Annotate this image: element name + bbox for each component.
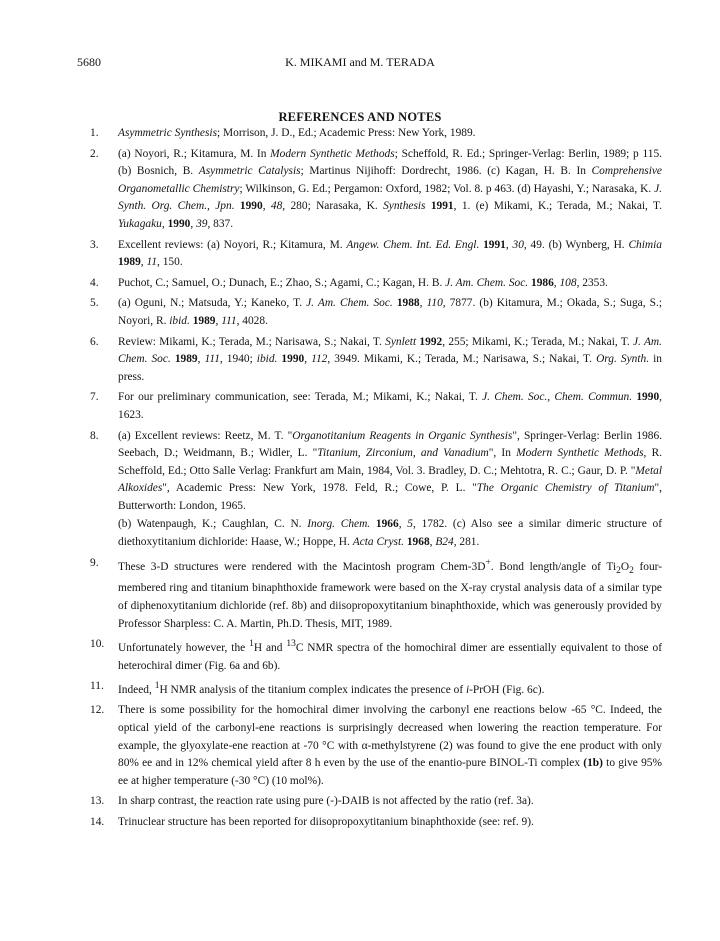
reference-body (118, 678, 662, 699)
reference-text-segment: , 280; Narasaka, K. (282, 200, 384, 213)
reference-item (90, 295, 662, 330)
reference-text-segment: 1990 (636, 391, 660, 404)
reference-item (90, 275, 662, 293)
reference-text-segment: 111 (221, 314, 237, 327)
reference-text-segment: ibid. (169, 314, 190, 327)
reference-number: 10. (90, 638, 105, 651)
reference-text-segment: , (304, 353, 312, 366)
reference-number: 13. (90, 795, 105, 808)
reference-text-segment: 110 (426, 297, 443, 310)
reference-text-segment: Angew. Chem. Int. Ed. Engl. (346, 238, 480, 251)
reference-text-segment: Modern Synthetic Methods (516, 447, 644, 460)
reference-text-segment: 112 (311, 353, 328, 366)
reference-item (90, 237, 662, 272)
reference-text-segment: C NMR spectra of the homochiral dimer are essentially equivalent to those of heterochiral dimer (Fig. 6a and 6b). (118, 641, 662, 672)
reference-item (90, 793, 662, 811)
reference-text-segment: 13 (286, 639, 296, 650)
reference-text-segment: ", Butterworth: London, 1965. (118, 482, 662, 512)
reference-number: 12. (90, 704, 105, 717)
reference-text-segment: H NMR analysis of the titanium complex indicates the presence of (159, 683, 466, 696)
reference-text-segment: , (262, 200, 271, 213)
reference-text-segment: 39 (196, 217, 208, 230)
reference-text-segment: , 1. (e) Mikami, K.; Terada, M.; Nakai, T. (453, 200, 662, 213)
reference-text-segment: + (485, 557, 491, 568)
reference-text-segment: Synlett (385, 335, 417, 348)
reference-text-segment: These 3-D structures were rendered with the Macintosh program Chem-3D (118, 560, 486, 573)
reference-text-segment: 1989 (174, 353, 198, 366)
reference-text-segment: ; Morrison, J. D., Ed.; Academic Press: New York, 1989. (217, 127, 476, 139)
reference-text-segment: ; Wilkinson, G. Ed.; Pergamon: Oxford, 1982; Vol. 8. p 463. (d) Hayashi, Y.; Narasaka, K. (239, 182, 655, 195)
reference-text-segment: 1 (249, 639, 254, 650)
reference-text-segment: 1990 (281, 353, 305, 366)
reference-item (90, 334, 662, 387)
reference-number: 5. (90, 297, 99, 310)
reference-text-segment: Metal Alkoxides (118, 464, 662, 495)
reference-text-segment: Asymmetric Catalysis (198, 165, 301, 178)
reference-body (118, 125, 662, 143)
reference-text-segment: -PrOH (Fig. 6c). (469, 683, 545, 696)
reference-text-segment: Indeed, (118, 683, 155, 696)
reference-text-segment: 1990 (167, 217, 191, 230)
reference-text-segment: 48 (270, 200, 283, 213)
reference-text-segment: 111 (204, 353, 220, 366)
reference-text-segment: , 281. (453, 536, 480, 549)
reference-text-segment: , 1623. (118, 391, 662, 421)
reference-text-segment: , 837. (207, 217, 234, 230)
reference-text-segment: 1986 (531, 276, 554, 289)
reference-text-segment: , 1940; (219, 353, 257, 366)
reference-text-segment: Excellent reviews: (a) Noyori, R.; Kitamura, M. (118, 238, 347, 251)
reference-text-segment: (b) Watenpaugh, K.; Caughlan, C. N. (118, 518, 308, 531)
reference-text-segment: , (161, 217, 168, 230)
reference-number: 8. (90, 429, 99, 442)
reference-text-segment: , (553, 276, 560, 289)
reference-text-segment: Chimia (628, 238, 662, 251)
reference-text-segment: , (190, 217, 197, 230)
reference-number: 3. (90, 238, 99, 251)
reference-text-segment: O (620, 560, 630, 573)
reference-text-segment: to give 95% ee at higher temperature (-30 °C) (10 mol%). (118, 757, 662, 787)
section-title: REFERENCES AND NOTES (278, 110, 442, 124)
reference-text-segment: ibid. (256, 353, 278, 366)
reference-text-segment: Trinuclear structure has been reported for diisopropoxytitanium binaphthoxide (see: ref. 9). (118, 816, 534, 829)
reference-text-segment: Synthesis (383, 200, 426, 213)
reference-body (118, 814, 662, 832)
reference-text-segment: 2 (616, 565, 621, 576)
reference-text-segment: H and (253, 641, 287, 654)
reference-text-segment: , (429, 536, 436, 549)
reference-text-segment: Titanium, Zirconium, and Vanadium (317, 447, 489, 460)
reference-text-segment: Modern Synthetic Methods (270, 147, 395, 160)
reference-text-segment: B24 (435, 536, 454, 549)
reference-text-segment: , 2353. (576, 276, 608, 289)
reference-body (118, 702, 662, 790)
reference-text-segment: , 1782. (c) Also see a similar dimeric structure of diethoxytitanium dichloride: Haase, W.; Hoppe, H. (118, 518, 662, 549)
reference-text-segment: 1991 (430, 200, 454, 213)
reference-text-segment: In sharp contrast, the reaction rate using pure (-)-DAIB is not affected by the ratio (ref. 3a). (118, 795, 534, 808)
reference-text-segment: 108 (559, 276, 577, 289)
reference-text-segment: Yukagaku (118, 217, 162, 230)
reference-text-segment: 11 (146, 256, 158, 269)
reference-body (118, 295, 662, 330)
reference-text-segment: , (140, 256, 147, 269)
reference-text-segment: J. Am. Chem. Soc. (306, 297, 393, 310)
reference-item (90, 678, 662, 699)
reference-body (118, 389, 662, 424)
reference-number: 7. (90, 391, 99, 404)
reference-text-segment: ", Academic Press: New York, 1978. Feld, R.; Cowe, P. L. " (162, 482, 477, 495)
reference-body (118, 275, 662, 293)
reference-text-segment: (a) Oguni, N.; Matsuda, Y.; Kaneko, T. (118, 297, 307, 310)
reference-text-segment: , (419, 297, 427, 310)
reference-text-segment: The Organic Chemistry of Titanium (476, 482, 655, 495)
reference-text-segment: in press. (118, 353, 662, 383)
reference-text-segment: 1988 (396, 297, 420, 310)
reference-text-segment: Asymmetric Synthesis (118, 127, 218, 139)
reference-item (90, 555, 662, 633)
reference-text-segment: 2 (629, 565, 634, 576)
reference-text-segment: J. Am. Chem. Soc. (445, 276, 529, 289)
reference-body (118, 146, 662, 234)
reference-text-segment: Organotitanium Reagents in Organic Synthesis (292, 429, 513, 442)
reference-text-segment: J. Synth. Org. Chem., Jpn. (118, 182, 663, 213)
reference-text-segment: . Bond length/angle of Ti (490, 560, 617, 573)
reference-body (118, 428, 662, 516)
reference-number: 6. (90, 335, 99, 348)
reference-text-segment: Inorg. Chem. (307, 518, 371, 531)
reference-item (90, 125, 662, 143)
reference-body (118, 793, 662, 811)
reference-item (90, 814, 662, 832)
reference-text-segment: Review: Mikami, K.; Terada, M.; Narisawa, S.; Nakai, T. (118, 335, 386, 348)
reference-item (90, 428, 662, 552)
reference-text-segment: , (398, 518, 408, 531)
reference-text-segment: For our preliminary communication, see: Terada, M.; Mikami, K.; Nakai, T. (118, 391, 483, 404)
reference-number: 4. (90, 276, 99, 289)
reference-text-segment: (a) Noyori, R.; Kitamura, M. In (118, 147, 271, 160)
reference-text-segment: 1989 (118, 256, 141, 269)
reference-item (90, 636, 662, 675)
reference-body (118, 636, 662, 675)
reference-text-segment: i (465, 683, 470, 696)
reference-text-segment: Comprehensive Organometallic Chemistry (118, 165, 662, 195)
reference-text-segment: 1966 (375, 518, 399, 531)
reference-text-segment: (a) Excellent reviews: Reetz, M. T. " (118, 429, 293, 442)
running-head: K. MIKAMI and M. TERADA (285, 55, 435, 69)
reference-text-segment: 1991 (483, 238, 506, 251)
reference-text-segment: , 150. (157, 256, 183, 269)
reference-number: 2. (90, 147, 99, 160)
reference-text-segment: 1968 (406, 536, 430, 549)
reference-body (118, 237, 662, 272)
reference-text-segment: There is some possibility for the homochiral dimer involving the carbonyl ene reactions below -65 °C. Indeed, the optical yield of the carbonyl-ene reactions is surprisingly decreased when lowering the reaction temperature. For example, the glyoxylate-ene reaction at -70 °C with α-methylstyrene (2) was found to give the ene product with only 80% ee and in 12% chemical yield after 8 h even by the use of the enantio-pure BINOL-Ti complex (118, 704, 662, 770)
reference-text-segment: Acta Cryst. (352, 536, 404, 549)
reference-text-segment: , 7877. (b) Kitamura, M.; Okada, S.; Suga, S.; Noyori, R. (118, 297, 662, 327)
reference-text-segment: ; Martinus Nijihoff: Dordrecht, 1986. (c) Kagan, H. B. In (300, 165, 592, 178)
reference-text-segment: , 3949. Mikami, K.; Terada, M.; Narisawa, S.; Nakai, T. (327, 353, 597, 366)
reference-text-segment: , 255; Mikami, K.; Terada, M.; Nakai, T. (442, 335, 633, 348)
reference-body (118, 334, 662, 387)
reference-number: 14. (90, 816, 105, 829)
reference-text-segment: 1990 (239, 200, 263, 213)
reference-text-segment: , (215, 314, 222, 327)
reference-text-segment: 30 (512, 238, 524, 251)
reference-continuation (118, 516, 662, 551)
reference-text-segment: , 4028. (236, 314, 268, 327)
reference-text-segment: , (505, 238, 513, 251)
reference-item (90, 389, 662, 424)
reference-text-segment: Org. Synth. (596, 353, 650, 366)
reference-number: 11. (90, 680, 104, 693)
reference-text-segment: 1989 (192, 314, 216, 327)
reference-text-segment: 1992 (419, 335, 443, 348)
reference-item (90, 146, 662, 234)
reference-text-segment: , (197, 353, 205, 366)
reference-text-segment: 5 (407, 518, 413, 531)
reference-number: 9. (90, 556, 99, 569)
reference-text-segment: ", In (488, 447, 517, 460)
reference-text-segment: four-membered ring and titanium binaphthoxide framework were based on the X-ray crystal analysis data of a similar type of diphenoxytitanium dichloride (ref. 8b) and diisopropoxytitanium binaphthoxide, which was generously provided by Professor Sharpless: C. A. Martin, Ph.D. Thesis, MIT, 1989. (118, 560, 662, 630)
reference-text-segment: J. Am. Chem. Soc. (118, 335, 662, 366)
references-list (90, 125, 662, 835)
reference-number: 1. (90, 127, 99, 139)
reference-text-segment: ; Scheffold, R. Ed.; Springer-Verlag: Berlin, 1989; p 115. (b) Bosnich, B. (118, 147, 662, 178)
reference-text-segment: ", Springer-Verlag: Berlin 1986. Seebach, D.; Weidmann, B.; Widler, L. " (118, 429, 663, 460)
reference-text-segment: (1b) (583, 757, 603, 770)
reference-text-segment: , R. Scheffold, Ed.; Otto Salle Verlag: Frankfurt am Main, 1984, Vol. 3. Bradley, D. C.; Mehtotra, R. C.; Gaur, D. P. " (118, 447, 663, 477)
reference-text-segment: Unfortunately however, the (118, 641, 250, 654)
reference-text-segment: J. Chem. Soc., Chem. Commun. (482, 391, 633, 404)
reference-item (90, 702, 662, 790)
page-number: 5680 (77, 55, 101, 69)
reference-text-segment: Puchot, C.; Samuel, O.; Dunach, E.; Zhao, S.; Agami, C.; Kagan, H. B. (118, 276, 446, 289)
reference-body (118, 555, 662, 633)
reference-text-segment: , 49. (b) Wynberg, H. (523, 238, 629, 251)
reference-text-segment: 1 (154, 681, 160, 692)
